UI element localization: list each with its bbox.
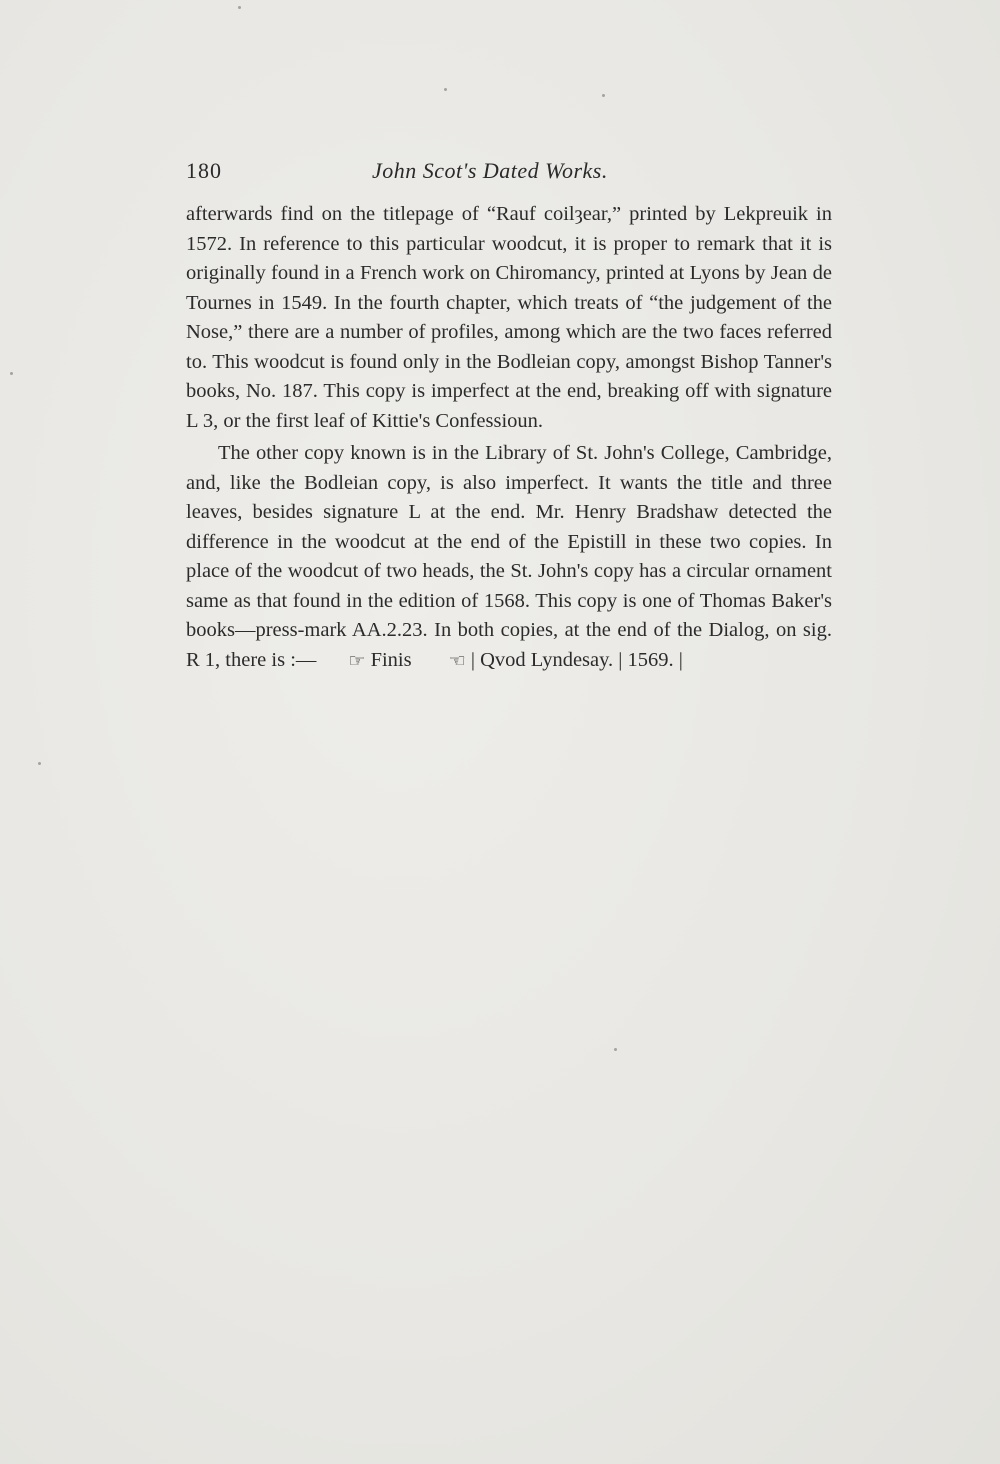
running-title: John Scot's Dated Works. [372,158,608,183]
paragraph-2-text: The other copy known is in the Library of St. John's College, Cambridge, and, like the Bodleian copy, is also imperfect. It wants the title and three leaves, besides signature L at the end. Mr. Henry Bradshaw detected the difference in the woodcut at the end of the Epistill in these two copies. In place of the woodcut of two heads, the St. John's copy has a circular ornament same as that found in the edition of 1568. This copy is one of Thomas Baker's books—press-mark AA.2.23. In both copies, at the end of the Dialog, on sig. R 1, there is :— [186,442,832,671]
page-number: 180 [186,158,222,183]
body-text [186,200,832,676]
pointing-hand-right-icon: ☞ [348,649,366,672]
pointing-hand-left-icon: ☜ [448,649,466,672]
paper-speck [444,88,447,91]
paper-speck [614,1048,617,1051]
finis-text: Finis [365,648,417,671]
colophon-text: | Qvod Lyndesay. | 1569. | [465,648,683,671]
paper-speck [10,372,13,375]
paragraph-1: afterwards find on the titlepage of “Rauf coilȝear,” printed by Lekpreuik in 1572. In reference to this particular woodcut, it is proper to remark that it is originally found in a French work on Chiromancy, printed at Lyons by Jean de Tournes in 1549. In the fourth chapter, which treats of “the judgement of the Nose,” there are a number of profiles, among which are the two faces referred to. This woodcut is found only in the Bodleian copy, amongst Bishop Tanner's books, No. 187. This copy is imperfect at the end, breaking off with signature L 3, or the first leaf of Kittie's Confessioun. [186,203,832,432]
paper-speck [238,6,241,9]
paragraph-2 [186,439,832,676]
paper-speck [602,94,605,97]
page-header [186,158,832,190]
paper-speck [38,762,41,765]
